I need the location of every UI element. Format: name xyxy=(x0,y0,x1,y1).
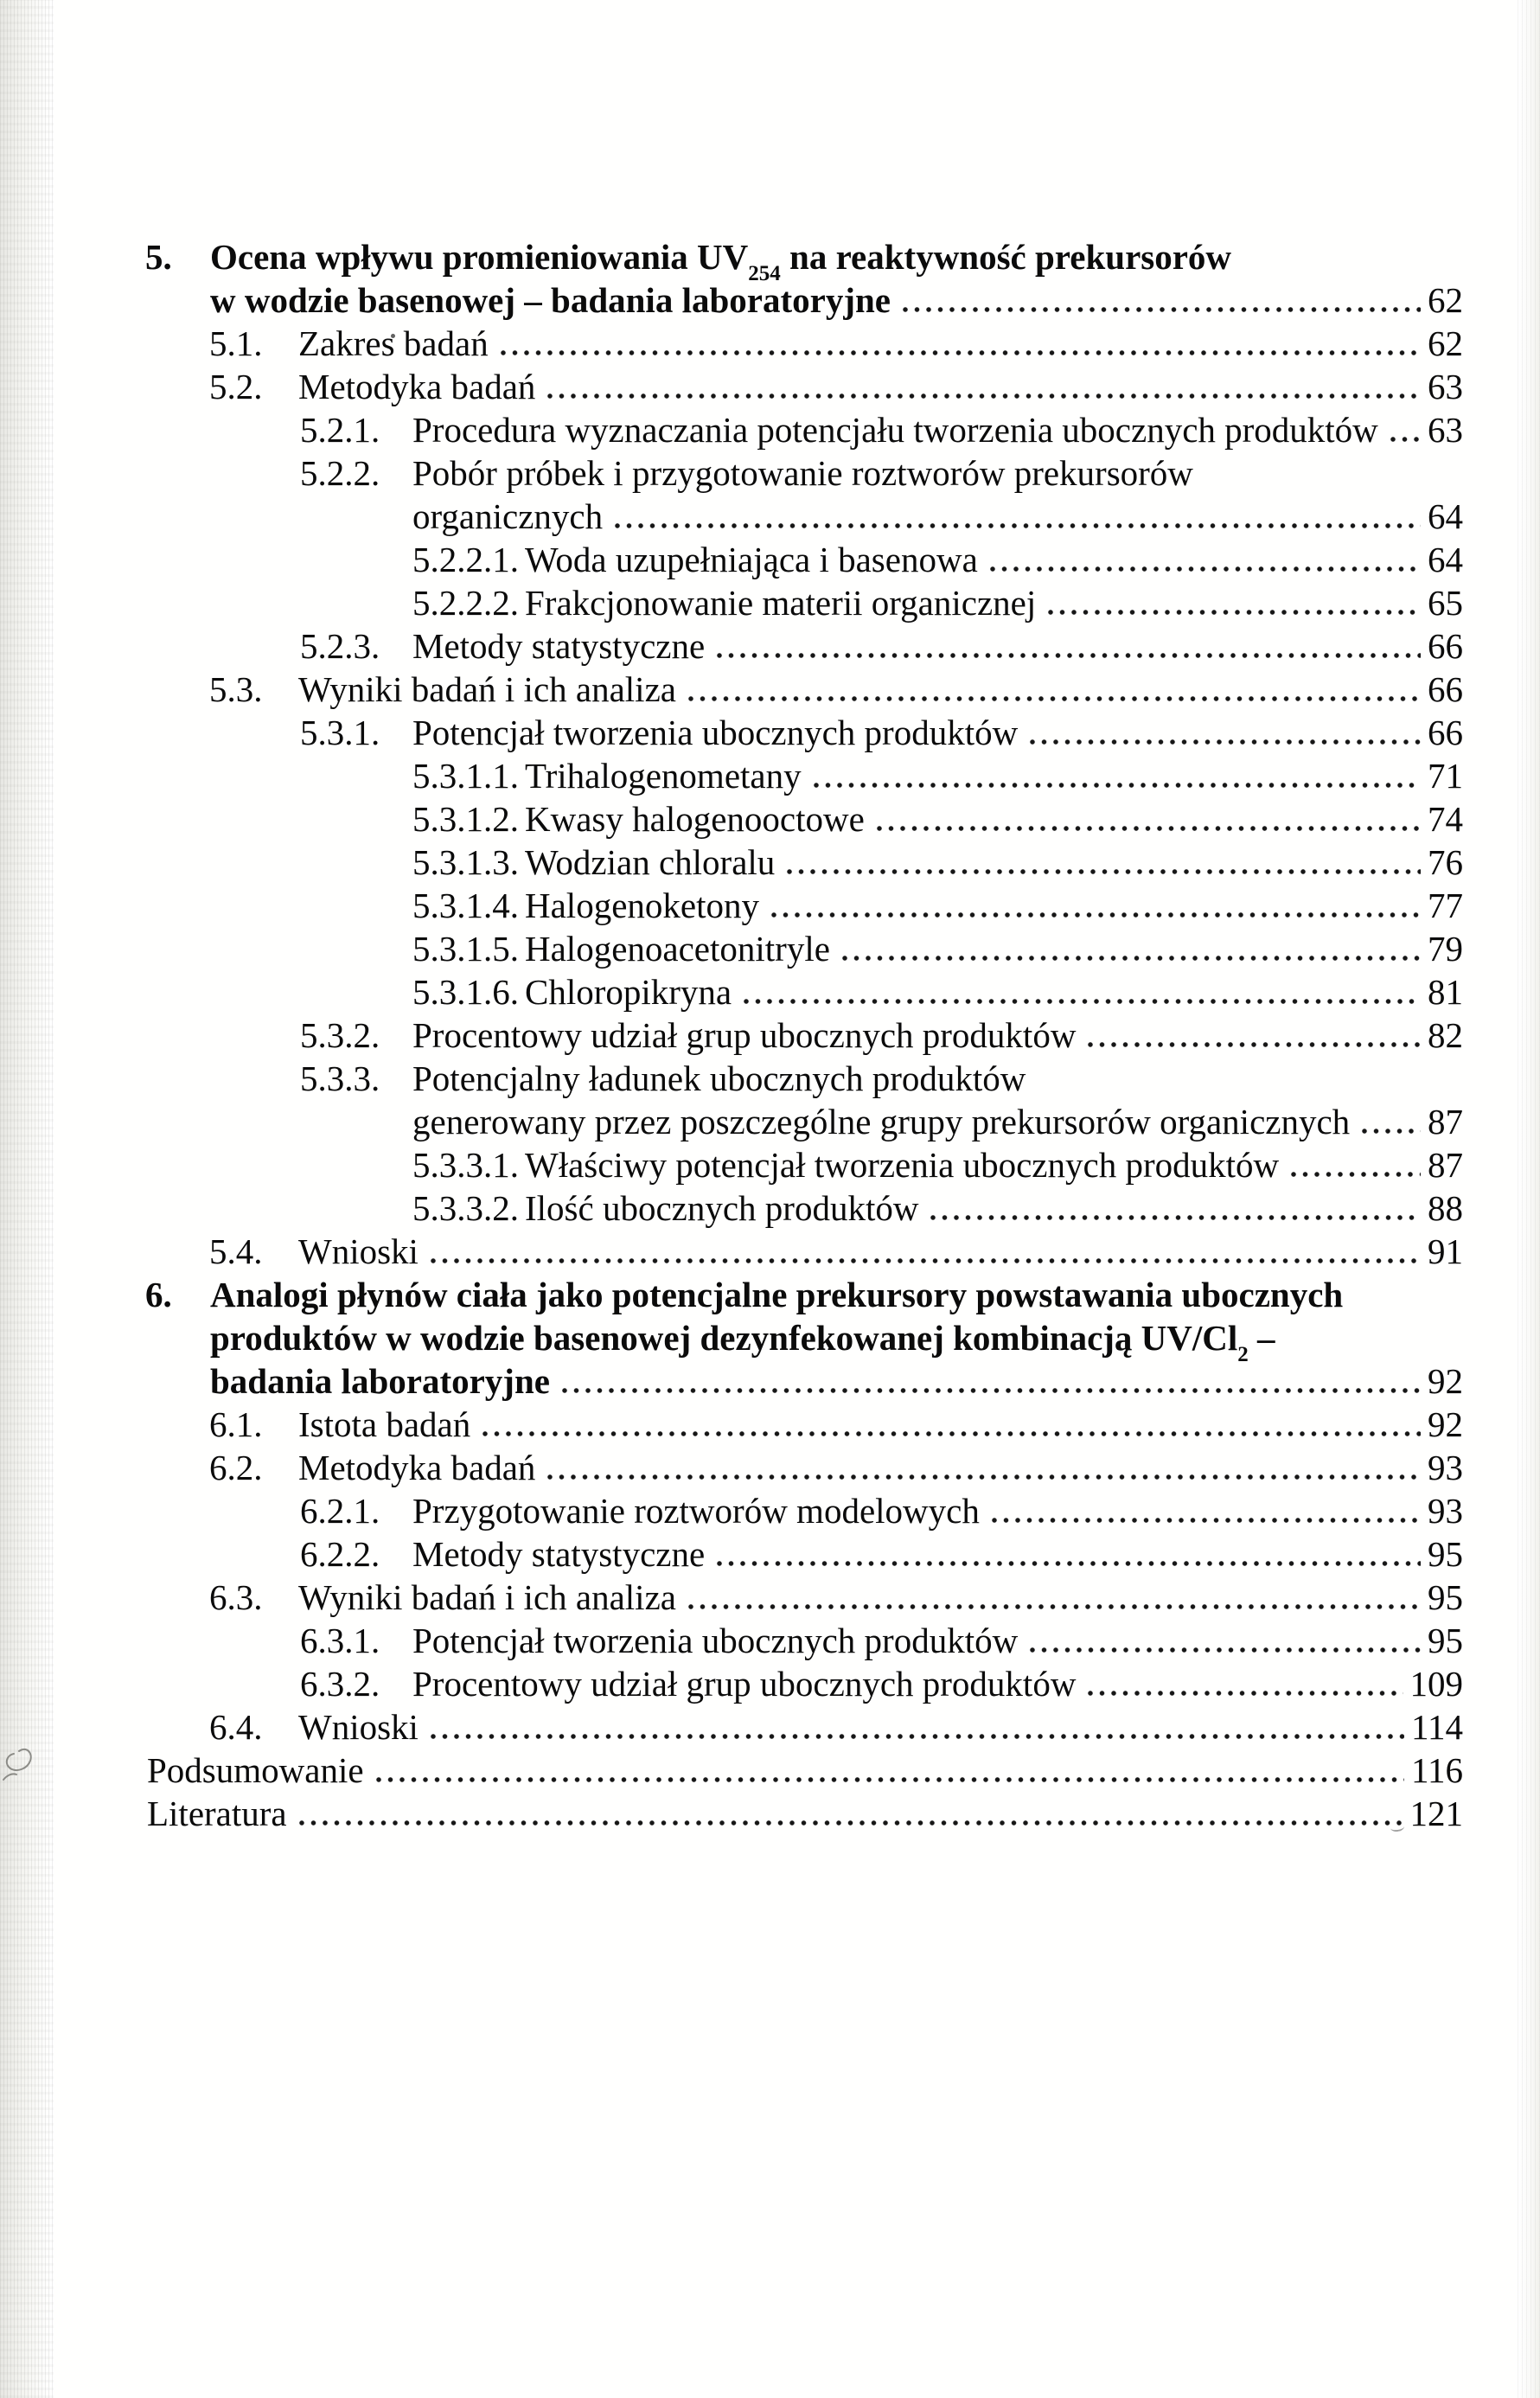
dot-leader xyxy=(481,1431,1421,1436)
dot-leader xyxy=(613,523,1421,528)
toc-row xyxy=(0,1619,1463,1662)
dot-leader xyxy=(812,783,1421,788)
entry-number: 5.2.1. xyxy=(300,410,380,450)
toc-row xyxy=(0,1186,1463,1230)
entry-title xyxy=(298,1446,535,1489)
dot-leader xyxy=(715,653,1421,658)
title-text: Procentowy udział grup ubocznych produktów xyxy=(412,1664,1077,1704)
entry-number: 6.4. xyxy=(209,1707,263,1747)
entry-number: 6.3.1. xyxy=(300,1621,380,1660)
toc-row xyxy=(0,365,1463,408)
toc-row xyxy=(0,1705,1463,1749)
entry-title xyxy=(525,884,759,927)
entry-number: 5.3.3.1. xyxy=(412,1145,519,1185)
page-number: 79 xyxy=(1428,929,1463,969)
entry-title xyxy=(298,1230,419,1273)
entry-number: 6.3.2. xyxy=(300,1664,380,1704)
page-right-edge-shadow xyxy=(1518,0,1540,2398)
toc-row xyxy=(0,1359,1463,1403)
toc-row xyxy=(0,1057,1463,1100)
title-text: Frakcjonowanie materii organicznej xyxy=(525,583,1037,623)
page-number: 88 xyxy=(1428,1188,1463,1228)
dot-leader xyxy=(687,1604,1421,1609)
page-number: 116 xyxy=(1411,1750,1463,1790)
entry-title xyxy=(298,1705,419,1749)
title-text: Metody statystyczne xyxy=(412,626,706,666)
dot-leader xyxy=(1046,610,1421,615)
page-number: 64 xyxy=(1428,496,1463,536)
toc-row xyxy=(0,1273,1463,1316)
entry-number: 5.2.2.2. xyxy=(412,583,519,623)
page-number: 87 xyxy=(1428,1145,1463,1185)
title-text: Chloropikryna xyxy=(525,972,732,1012)
title-text: Procentowy udział grup ubocznych produktów xyxy=(412,1015,1077,1055)
entry-title xyxy=(210,1316,1275,1366)
toc-row xyxy=(0,451,1463,495)
entry-title xyxy=(298,1403,470,1446)
dot-leader xyxy=(429,1258,1421,1263)
toc-row xyxy=(0,1014,1463,1057)
title-text: Wyniki badań i ich analiza xyxy=(298,1577,676,1617)
title-text: Metodyka badań xyxy=(298,367,536,406)
entry-title xyxy=(525,581,1036,624)
title-text: Zakres badań xyxy=(298,323,489,363)
entry-title xyxy=(525,970,732,1014)
toc-row xyxy=(0,841,1463,884)
title-text: Potencjał tworzenia ubocznych produktów xyxy=(412,1621,1019,1660)
toc-row xyxy=(0,1143,1463,1186)
title-text: Woda uzupełniająca i basenowa xyxy=(525,540,978,579)
entry-title xyxy=(412,451,1193,495)
entry-title xyxy=(525,538,978,581)
page-number: 114 xyxy=(1411,1707,1463,1747)
entry-number: 5.3. xyxy=(209,669,263,709)
entry-title xyxy=(412,1532,705,1576)
title-text: Trihalogenometany xyxy=(525,756,802,796)
entry-number: 5.3.1.5. xyxy=(412,929,519,969)
title-text: Literatura xyxy=(147,1794,287,1833)
title-text: Halogenoacetonitryle xyxy=(525,929,830,969)
page-number: 91 xyxy=(1428,1231,1463,1271)
dot-leader xyxy=(1086,1691,1403,1696)
toc-row xyxy=(0,581,1463,624)
title-text: produktów w wodzie basenowej dezynfekowanej kombinacją UV/Cl xyxy=(210,1318,1238,1358)
toc-row xyxy=(0,1100,1463,1143)
entry-title xyxy=(525,797,865,841)
toc-row xyxy=(0,538,1463,581)
subscript-text: 2 xyxy=(1237,1343,1249,1366)
entry-number: 6.2.2. xyxy=(300,1534,380,1574)
page-number: 66 xyxy=(1428,713,1463,752)
entry-number: 5.3.1.4. xyxy=(412,886,519,925)
entry-title xyxy=(412,624,705,668)
dot-leader xyxy=(374,1777,1404,1782)
page-number: 64 xyxy=(1428,540,1463,579)
title-text: w wodzie basenowej – badania laboratoryjne xyxy=(210,280,891,320)
toc-row xyxy=(0,624,1463,668)
page-number: 65 xyxy=(1428,583,1463,623)
toc-row xyxy=(0,1792,1463,1835)
toc-row xyxy=(0,1230,1463,1273)
page-number: 82 xyxy=(1428,1015,1463,1055)
dot-leader xyxy=(546,393,1421,399)
page-number: 93 xyxy=(1428,1491,1463,1531)
page-number: 62 xyxy=(1428,323,1463,363)
page-number: 71 xyxy=(1428,756,1463,796)
dot-leader xyxy=(1360,1129,1421,1134)
dot-leader xyxy=(901,307,1421,312)
entry-title xyxy=(412,1057,1026,1100)
entry-title xyxy=(412,1619,1018,1662)
page-number: 95 xyxy=(1428,1534,1463,1574)
dot-leader xyxy=(1289,1172,1421,1177)
toc-row xyxy=(0,495,1463,538)
entry-title xyxy=(525,754,802,797)
title-text: Wyniki badań i ich analiza xyxy=(298,669,676,709)
toc-row xyxy=(0,1532,1463,1576)
entry-title xyxy=(412,495,603,538)
title-text: Procedura wyznaczania potencjału tworzenia ubocznych produktów xyxy=(412,410,1378,450)
toc-row xyxy=(0,797,1463,841)
title-text: Potencjalny ładunek ubocznych produktów xyxy=(412,1058,1026,1098)
dot-leader xyxy=(499,350,1421,355)
toc-row xyxy=(0,970,1463,1014)
entry-title xyxy=(210,278,891,322)
title-text: Przygotowanie roztworów modelowych xyxy=(412,1491,980,1531)
entry-title xyxy=(412,1014,1076,1057)
page-number: 63 xyxy=(1428,367,1463,406)
title-text: Halogenoketony xyxy=(525,886,759,925)
entry-number: 6.1. xyxy=(209,1404,263,1444)
dot-leader xyxy=(687,696,1421,701)
dot-leader xyxy=(840,956,1421,961)
toc-row xyxy=(0,1576,1463,1619)
entry-number: 6.3. xyxy=(209,1577,263,1617)
page-number: 95 xyxy=(1428,1577,1463,1617)
toc-row xyxy=(0,754,1463,797)
title-text: Właściwy potencjał tworzenia ubocznych produktów xyxy=(525,1145,1280,1185)
page-number: 121 xyxy=(1409,1794,1463,1833)
entry-number: 5.3.1.3. xyxy=(412,842,519,882)
dot-leader xyxy=(546,1474,1421,1480)
toc-row xyxy=(0,408,1463,451)
table-of-contents xyxy=(0,235,1463,1835)
entry-title xyxy=(412,1100,1350,1143)
entry-number: 5.3.1. xyxy=(300,713,380,752)
entry-title xyxy=(298,322,489,365)
page-number: 62 xyxy=(1428,280,1463,320)
title-text: Ilość ubocznych produktów xyxy=(525,1188,919,1228)
entry-title xyxy=(147,1749,364,1792)
title-text: Pobór próbek i przygotowanie roztworów prekursorów xyxy=(412,453,1193,493)
entry-title xyxy=(525,927,830,970)
dot-leader xyxy=(929,1215,1421,1220)
dot-leader xyxy=(770,912,1421,918)
toc-row xyxy=(0,884,1463,927)
entry-number: 5.3.2. xyxy=(300,1015,380,1055)
subscript-text: 254 xyxy=(748,262,781,285)
page-number: 76 xyxy=(1428,842,1463,882)
dot-leader xyxy=(875,826,1421,831)
entry-number: 6.2.1. xyxy=(300,1491,380,1531)
toc-row xyxy=(0,1749,1463,1792)
entry-title xyxy=(412,711,1018,754)
page-number: 87 xyxy=(1428,1102,1463,1141)
entry-title xyxy=(525,841,775,884)
title-text: Wnioski xyxy=(298,1707,419,1747)
title-text: na reaktywność prekursorów xyxy=(780,237,1232,277)
title-text: Istota badań xyxy=(298,1404,471,1444)
entry-number: 5.2.2.1. xyxy=(412,540,519,579)
title-text: Metodyka badań xyxy=(298,1448,536,1487)
page-number: 77 xyxy=(1428,886,1463,925)
entry-number: 5.4. xyxy=(209,1231,263,1271)
title-text: generowany przez poszczególne grupy prekursorów organicznych xyxy=(412,1102,1351,1141)
entry-number: 5.3.3.2. xyxy=(412,1188,519,1228)
dot-leader xyxy=(1389,437,1421,442)
dot-leader xyxy=(785,869,1421,874)
page-number: 92 xyxy=(1428,1404,1463,1444)
entry-number: 5.2.3. xyxy=(300,626,380,666)
entry-title xyxy=(298,365,535,408)
entry-title xyxy=(412,408,1378,451)
title-text: Analogi płynów ciała jako potencjalne prekursory powstawania ubocznych xyxy=(210,1275,1344,1314)
page-number: 92 xyxy=(1428,1361,1463,1401)
entry-title xyxy=(412,1489,980,1532)
entry-number: 5. xyxy=(145,237,172,277)
toc-row xyxy=(0,1316,1463,1366)
page-number: 81 xyxy=(1428,972,1463,1012)
entry-number: 5.2. xyxy=(209,367,263,406)
title-text: Wodzian chloralu xyxy=(525,842,776,882)
entry-number: 5.1. xyxy=(209,323,263,363)
title-text: Potencjał tworzenia ubocznych produktów xyxy=(412,713,1019,752)
entry-title xyxy=(210,235,1232,285)
title-text: – xyxy=(1248,1318,1275,1358)
toc-row xyxy=(0,1662,1463,1705)
dot-leader xyxy=(715,1561,1421,1566)
title-text: Kwasy halogenooctowe xyxy=(525,799,865,839)
dot-leader xyxy=(742,999,1421,1004)
entry-title xyxy=(298,1576,676,1619)
title-text: badania laboratoryjne xyxy=(210,1361,550,1401)
entry-title xyxy=(525,1186,918,1230)
entry-title xyxy=(210,1359,550,1403)
dot-leader xyxy=(297,1820,1403,1826)
dot-leader xyxy=(1028,1647,1421,1653)
page-number: 74 xyxy=(1428,799,1463,839)
entry-title xyxy=(210,1273,1343,1316)
toc-row xyxy=(0,668,1463,711)
toc-row xyxy=(0,927,1463,970)
toc-row xyxy=(0,1446,1463,1489)
toc-row xyxy=(0,278,1463,322)
entry-number: 5.2.2. xyxy=(300,453,380,493)
dot-leader xyxy=(1028,739,1421,745)
title-text: Metody statystyczne xyxy=(412,1534,706,1574)
dot-leader xyxy=(429,1734,1404,1739)
entry-number: 6.2. xyxy=(209,1448,263,1487)
entry-number: 5.3.1.2. xyxy=(412,799,519,839)
dot-leader xyxy=(560,1388,1421,1393)
entry-number: 6. xyxy=(145,1275,172,1314)
toc-row xyxy=(0,711,1463,754)
entry-title xyxy=(525,1143,1279,1186)
dot-leader xyxy=(1086,1042,1421,1047)
title-text: Wnioski xyxy=(298,1231,419,1271)
entry-number: 5.3.1.6. xyxy=(412,972,519,1012)
entry-title xyxy=(298,668,676,711)
page-number: 66 xyxy=(1428,669,1463,709)
entry-title xyxy=(147,1792,287,1835)
toc-row xyxy=(0,235,1463,285)
entry-number: 5.3.1.1. xyxy=(412,756,519,796)
dot-leader xyxy=(988,566,1421,572)
page-number: 109 xyxy=(1409,1664,1463,1704)
entry-number: 5.3.3. xyxy=(300,1058,380,1098)
title-text: Ocena wpływu promieniowania UV xyxy=(210,237,749,277)
title-text: Podsumowanie xyxy=(147,1750,364,1790)
title-text: organicznych xyxy=(412,496,604,536)
toc-row xyxy=(0,1489,1463,1532)
page-number: 93 xyxy=(1428,1448,1463,1487)
toc-row xyxy=(0,1403,1463,1446)
page-number: 66 xyxy=(1428,626,1463,666)
page-number: 63 xyxy=(1428,410,1463,450)
dot-leader xyxy=(990,1518,1421,1523)
page-number: 95 xyxy=(1428,1621,1463,1660)
toc-row xyxy=(0,322,1463,365)
entry-title xyxy=(412,1662,1076,1705)
